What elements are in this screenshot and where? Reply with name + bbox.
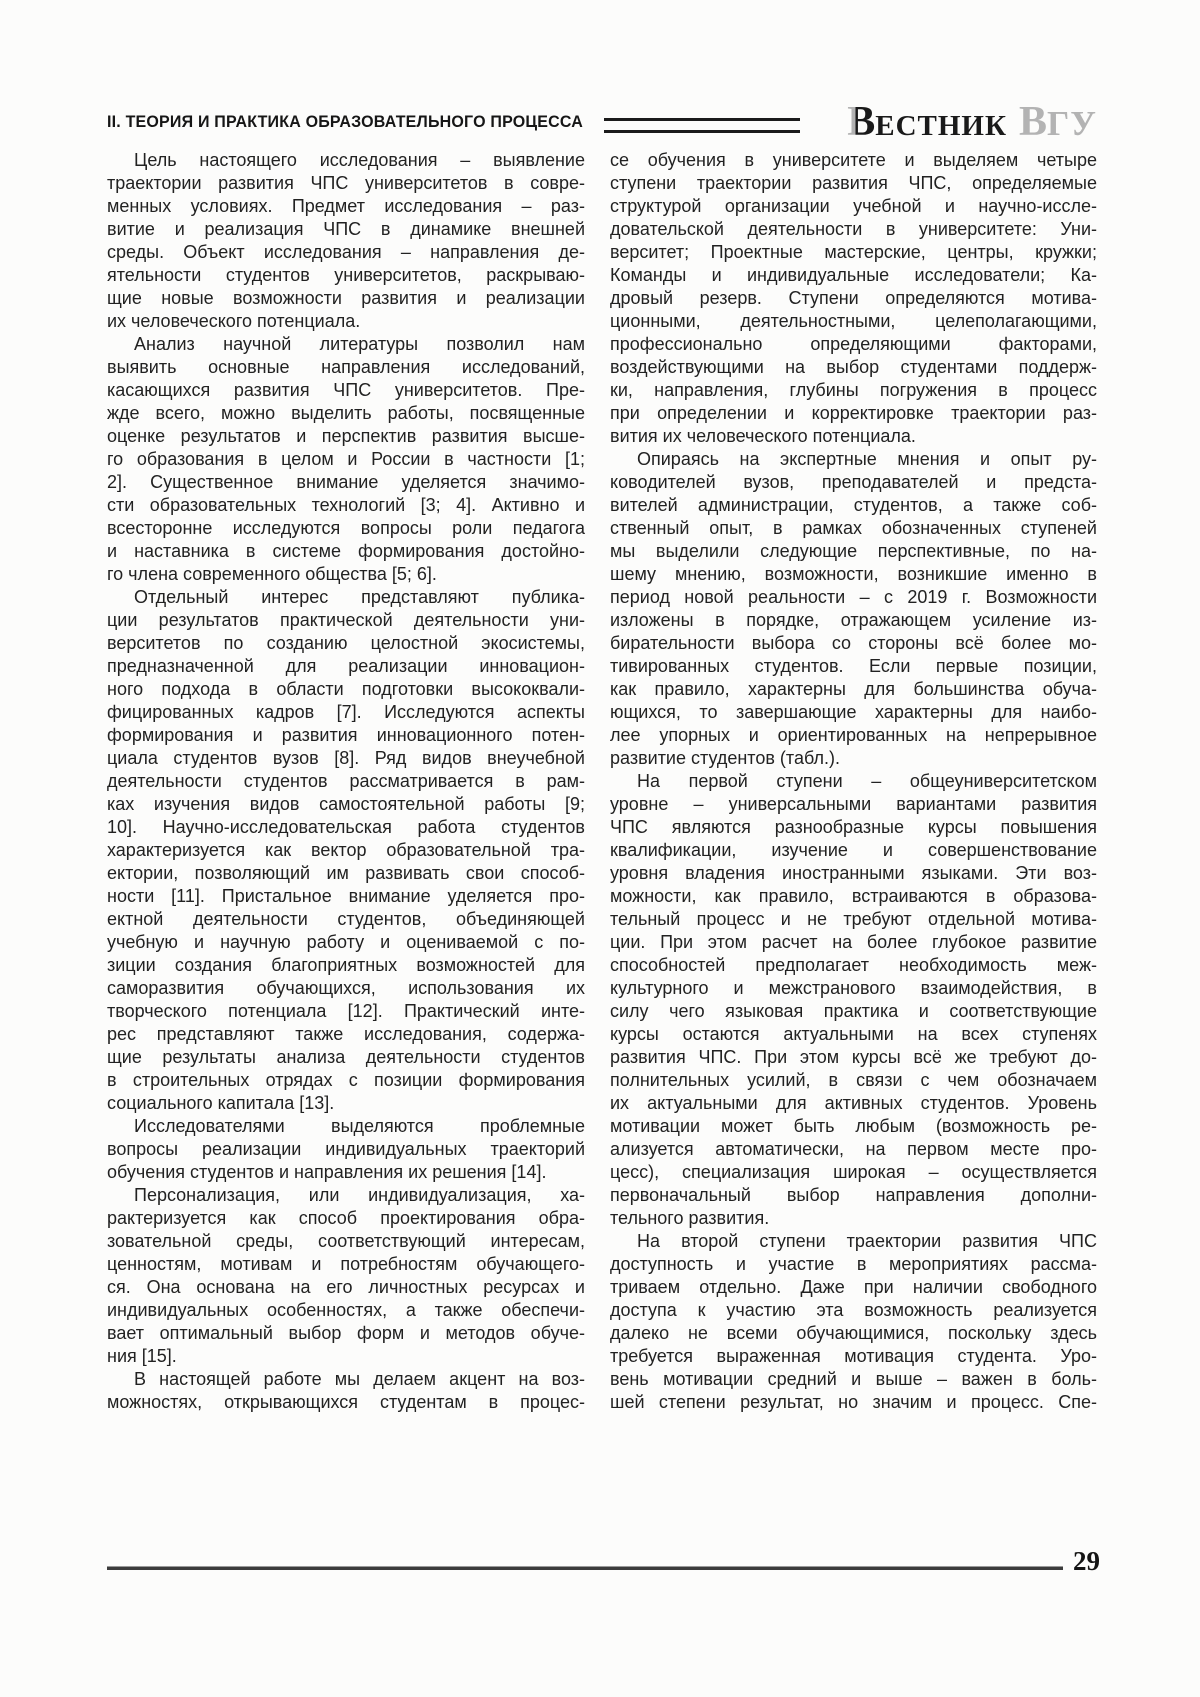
text-line: саморазвития обучающихся, использования их	[107, 978, 585, 998]
text-line: деятельности студентов рассматривается в рам-	[107, 771, 585, 791]
header-divider-rule	[604, 118, 800, 133]
text-line: структурой организации учебной и научно-иссле-	[610, 196, 1097, 216]
text-line: их актуальными для активных студентов. Уровень	[610, 1093, 1097, 1113]
text-line: силу чего языковая практика и соответствующие	[610, 1001, 1097, 1021]
text-line: творческого потенциала [12]. Практический инте-	[107, 1001, 585, 1021]
column-left	[107, 149, 585, 1414]
text-line: обучения студентов и направления их решения [14].	[107, 1162, 547, 1182]
text-line: щие результаты анализа деятельности студентов	[107, 1047, 585, 1067]
text-line: развития ЧПС. При этом курсы всё же требуют до-	[610, 1047, 1097, 1067]
text-line: рес представляют также исследования, содержа-	[107, 1024, 585, 1044]
text-line: ния [15].	[107, 1346, 177, 1366]
text-line: курсы остаются актуальными на всех ступенях	[610, 1024, 1097, 1044]
text-line: можностях, открывающихся студентам в процес-	[107, 1392, 585, 1412]
journal-abbr-rest: ГУ	[1047, 104, 1097, 143]
text-line: ектории, позволяющий им развивать свои способ-	[107, 863, 585, 883]
text-line: В настоящей работе мы делаем акцент на воз-	[134, 1369, 585, 1389]
text-line: их человеческого потенциала.	[107, 311, 361, 331]
text-line: цесс), специализация широкая – осуществляется	[610, 1162, 1097, 1182]
text-line: учебную и научную работу и оцениваемой с по-	[107, 932, 585, 952]
text-line: вопросы реализации индивидуальных траекторий	[107, 1139, 585, 1159]
text-line: дровый резерв. Ступени определяются мотива-	[610, 288, 1097, 308]
text-line: уровне – универсальными вариантами развития	[610, 794, 1097, 814]
text-line: На второй ступени траектории развития ЧПС	[637, 1231, 1097, 1251]
text-line: культурного и межстранового взаимодействия, в	[610, 978, 1097, 998]
text-line: Отдельный интерес представляют публика-	[134, 587, 585, 607]
text-line: ственный опыт, в рамках обозначенных ступеней	[610, 518, 1097, 538]
text-line: фицированных кадров [7]. Исследуются аспекты	[107, 702, 585, 722]
text-line: можности, как правило, встраиваются в образова-	[610, 886, 1097, 906]
page-number: 29	[1073, 1546, 1100, 1576]
text-line: тельного развития.	[610, 1208, 770, 1228]
text-line: го образования в целом и России в частности [1;	[107, 449, 585, 469]
section-title: II. ТЕОРИЯ И ПРАКТИКА ОБРАЗОВАТЕЛЬНОГО ПРОЦЕССА	[107, 112, 584, 131]
text-line: квалификации, изучение и совершенствование	[610, 840, 1097, 860]
text-line: бирательности выбора со стороны всё более мо-	[610, 633, 1097, 653]
text-line: витие и реализация ЧПС в динамике внешней	[107, 219, 585, 239]
text-line: мотивации может быть любым (возможность ре-	[610, 1116, 1097, 1136]
text-line: ализуется автоматически, на первом месте про-	[610, 1139, 1097, 1159]
text-line: и наставника в системе формирования достойно-	[107, 541, 585, 561]
text-line: ционными, деятельностными, целеполагающими,	[610, 311, 1097, 331]
text-line: доступность и участие в мероприятиях рассма-	[610, 1254, 1097, 1274]
text-line: верситет; Проектные мастерские, центры, кружки;	[610, 242, 1097, 262]
text-line: далеко не всеми обучающимися, поскольку здесь	[610, 1323, 1097, 1343]
text-line: траектории развития ЧПС университетов в совре-	[107, 173, 585, 193]
text-line: формирования и развития инновационного потен-	[107, 725, 585, 745]
text-line: ектной деятельности студентов, объединяющей	[107, 909, 585, 929]
text-line: изложены в порядке, отражающем усиление из-	[610, 610, 1097, 630]
text-line: тивированных студентов. Если первые позиции,	[610, 656, 1097, 676]
text-line: Анализ научной литературы позволил нам	[134, 334, 585, 354]
text-line: ности [11]. Пристальное внимание уделяется про-	[107, 886, 585, 906]
text-line: ятельности студентов университетов, раскрываю-	[107, 265, 585, 285]
text-line: выявить основные направления исследований,	[107, 357, 585, 377]
text-line: довательской деятельности в университете: Уни-	[610, 219, 1097, 239]
text-line: всесторонне исследуются вопросы роли педагога	[107, 518, 585, 538]
text-line: ценностям, мотивам и потребностям обучающего-	[107, 1254, 585, 1274]
text-line: касающихся развития ЧПС университетов. Пре-	[107, 380, 585, 400]
text-line: период новой реальности – с 2019 г. Возможности	[610, 587, 1097, 607]
text-line: сти образовательных технологий [3; 4]. Активно и	[107, 495, 585, 515]
text-line: Команды и индивидуальные исследователи; Ка-	[610, 265, 1097, 285]
text-line: Опираясь на экспертные мнения и опыт ру-	[637, 449, 1097, 469]
text-line: верситетов по созданию целостной экосистемы,	[107, 633, 585, 653]
text-line: предназначенной для реализации инновацион-	[107, 656, 585, 676]
journal-logo	[847, 101, 1097, 143]
page-header	[107, 100, 1097, 144]
text-line: способностей предполагает необходимость меж-	[610, 955, 1097, 975]
text-line: шей степени результат, но значим и процесс. Спе-	[610, 1392, 1097, 1412]
text-line: ющихся, то завершающие характерны для наибо-	[610, 702, 1097, 722]
text-line: циала студентов вузов [8]. Ряд видов внеучебной	[107, 748, 585, 768]
text-line: Цель настоящего исследования – выявление	[134, 150, 585, 170]
text-line: социального капитала [13].	[107, 1093, 335, 1113]
text-line: ции результатов практической деятельности уни-	[107, 610, 585, 630]
text-line: щие новые возможности развития и реализации	[107, 288, 585, 308]
text-line: ся. Она основана на его личностных ресурсах и	[107, 1277, 585, 1297]
text-line: воздействующими на выбор студентами поддерж-	[610, 357, 1097, 377]
journal-name-rest: ЕСТНИК	[875, 110, 1008, 142]
column-right	[610, 149, 1097, 1414]
text-line: уровня владения иностранными языками. Эти воз-	[610, 863, 1097, 883]
text-line: как правило, характерны для большинства обуча-	[610, 679, 1097, 699]
text-line: лее упорных и ориентированных на непрерывное	[610, 725, 1097, 745]
text-line: ного подхода в области подготовки высококвали-	[107, 679, 585, 699]
text-line: ЧПС являются разнообразные курсы повышения	[610, 817, 1097, 837]
text-line: зовательной среды, соответствующий интересам,	[107, 1231, 585, 1251]
text-line: полнительных усилий, в связи с чем обозначаем	[610, 1070, 1097, 1090]
text-line: 2]. Существенное внимание уделяется значимо-	[107, 472, 585, 492]
footer-rule	[107, 1566, 1063, 1570]
text-line: доступа к участию эта возможность реализуется	[610, 1300, 1097, 1320]
text-line: менных условиях. Предмет исследования – раз-	[107, 196, 585, 216]
text-line: Исследователями выделяются проблемные	[134, 1116, 585, 1136]
text-line: мы выделили следующие перспективные, по на-	[610, 541, 1097, 561]
text-line: ки, направления, глубины погружения в процесс	[610, 380, 1097, 400]
text-line: го члена современного общества [5; 6].	[107, 564, 437, 584]
journal-abbr	[1019, 99, 1097, 145]
text-line: ции. При этом расчет на более глубокое развитие	[610, 932, 1097, 952]
text-line: триваем отдельно. Даже при наличии свободного	[610, 1277, 1097, 1297]
text-line: профессионально определяющими факторами,	[610, 334, 1097, 354]
text-line: ках изучения видов самостоятельной работы [9;	[107, 794, 585, 814]
text-line: оценке результатов и перспектив развития высше-	[107, 426, 585, 446]
text-line: се обучения в университете и выделяем четыре	[610, 150, 1097, 170]
text-line: жде всего, можно выделить работы, посвященные	[107, 403, 585, 423]
text-line: вития их человеческого потенциала.	[610, 426, 916, 446]
text-line: характеризуется как вектор образовательной тра-	[107, 840, 585, 860]
text-line: вителей администрации, студентов, а также соб-	[610, 495, 1097, 515]
text-line: развитие студентов (табл.).	[610, 748, 840, 768]
text-line: зиции создания благоприятных возможностей для	[107, 955, 585, 975]
text-line: вень мотивации средний и выше – важен в боль-	[610, 1369, 1097, 1389]
text-line: Персонализация, или индивидуализация, ха-	[134, 1185, 585, 1205]
text-line: среды. Объект исследования – направления де-	[107, 242, 585, 262]
journal-abbr-initial: В	[1019, 99, 1048, 145]
text-line: тельный процесс и не требуют отдельной мотива-	[610, 909, 1097, 929]
text-line: вает оптимальный выбор форм и методов обуче-	[107, 1323, 585, 1343]
text-line: На первой ступени – общеуниверситетском	[637, 771, 1097, 791]
text-line: ководителей вузов, преподавателей и предста-	[610, 472, 1097, 492]
text-line: требуется выраженная мотивация студента. Уро-	[610, 1346, 1097, 1366]
text-line: ступени траектории развития ЧПС, определяемые	[610, 173, 1097, 193]
text-line: рактеризуется как способ проектирования обра-	[107, 1208, 585, 1228]
text-line: индивидуальных особенностях, а также обеспечи-	[107, 1300, 585, 1320]
text-line: в строительных отрядах с позиции формирования	[107, 1070, 585, 1090]
text-line: шему мнению, возможности, возникшие именно в	[610, 564, 1097, 584]
text-line: 10]. Научно-исследовательская работа студентов	[107, 817, 585, 837]
journal-name-initial: В	[847, 99, 876, 145]
text-line: при определении и корректировке траектории раз-	[610, 403, 1097, 423]
text-line: первоначальный выбор направления дополни-	[610, 1185, 1097, 1205]
